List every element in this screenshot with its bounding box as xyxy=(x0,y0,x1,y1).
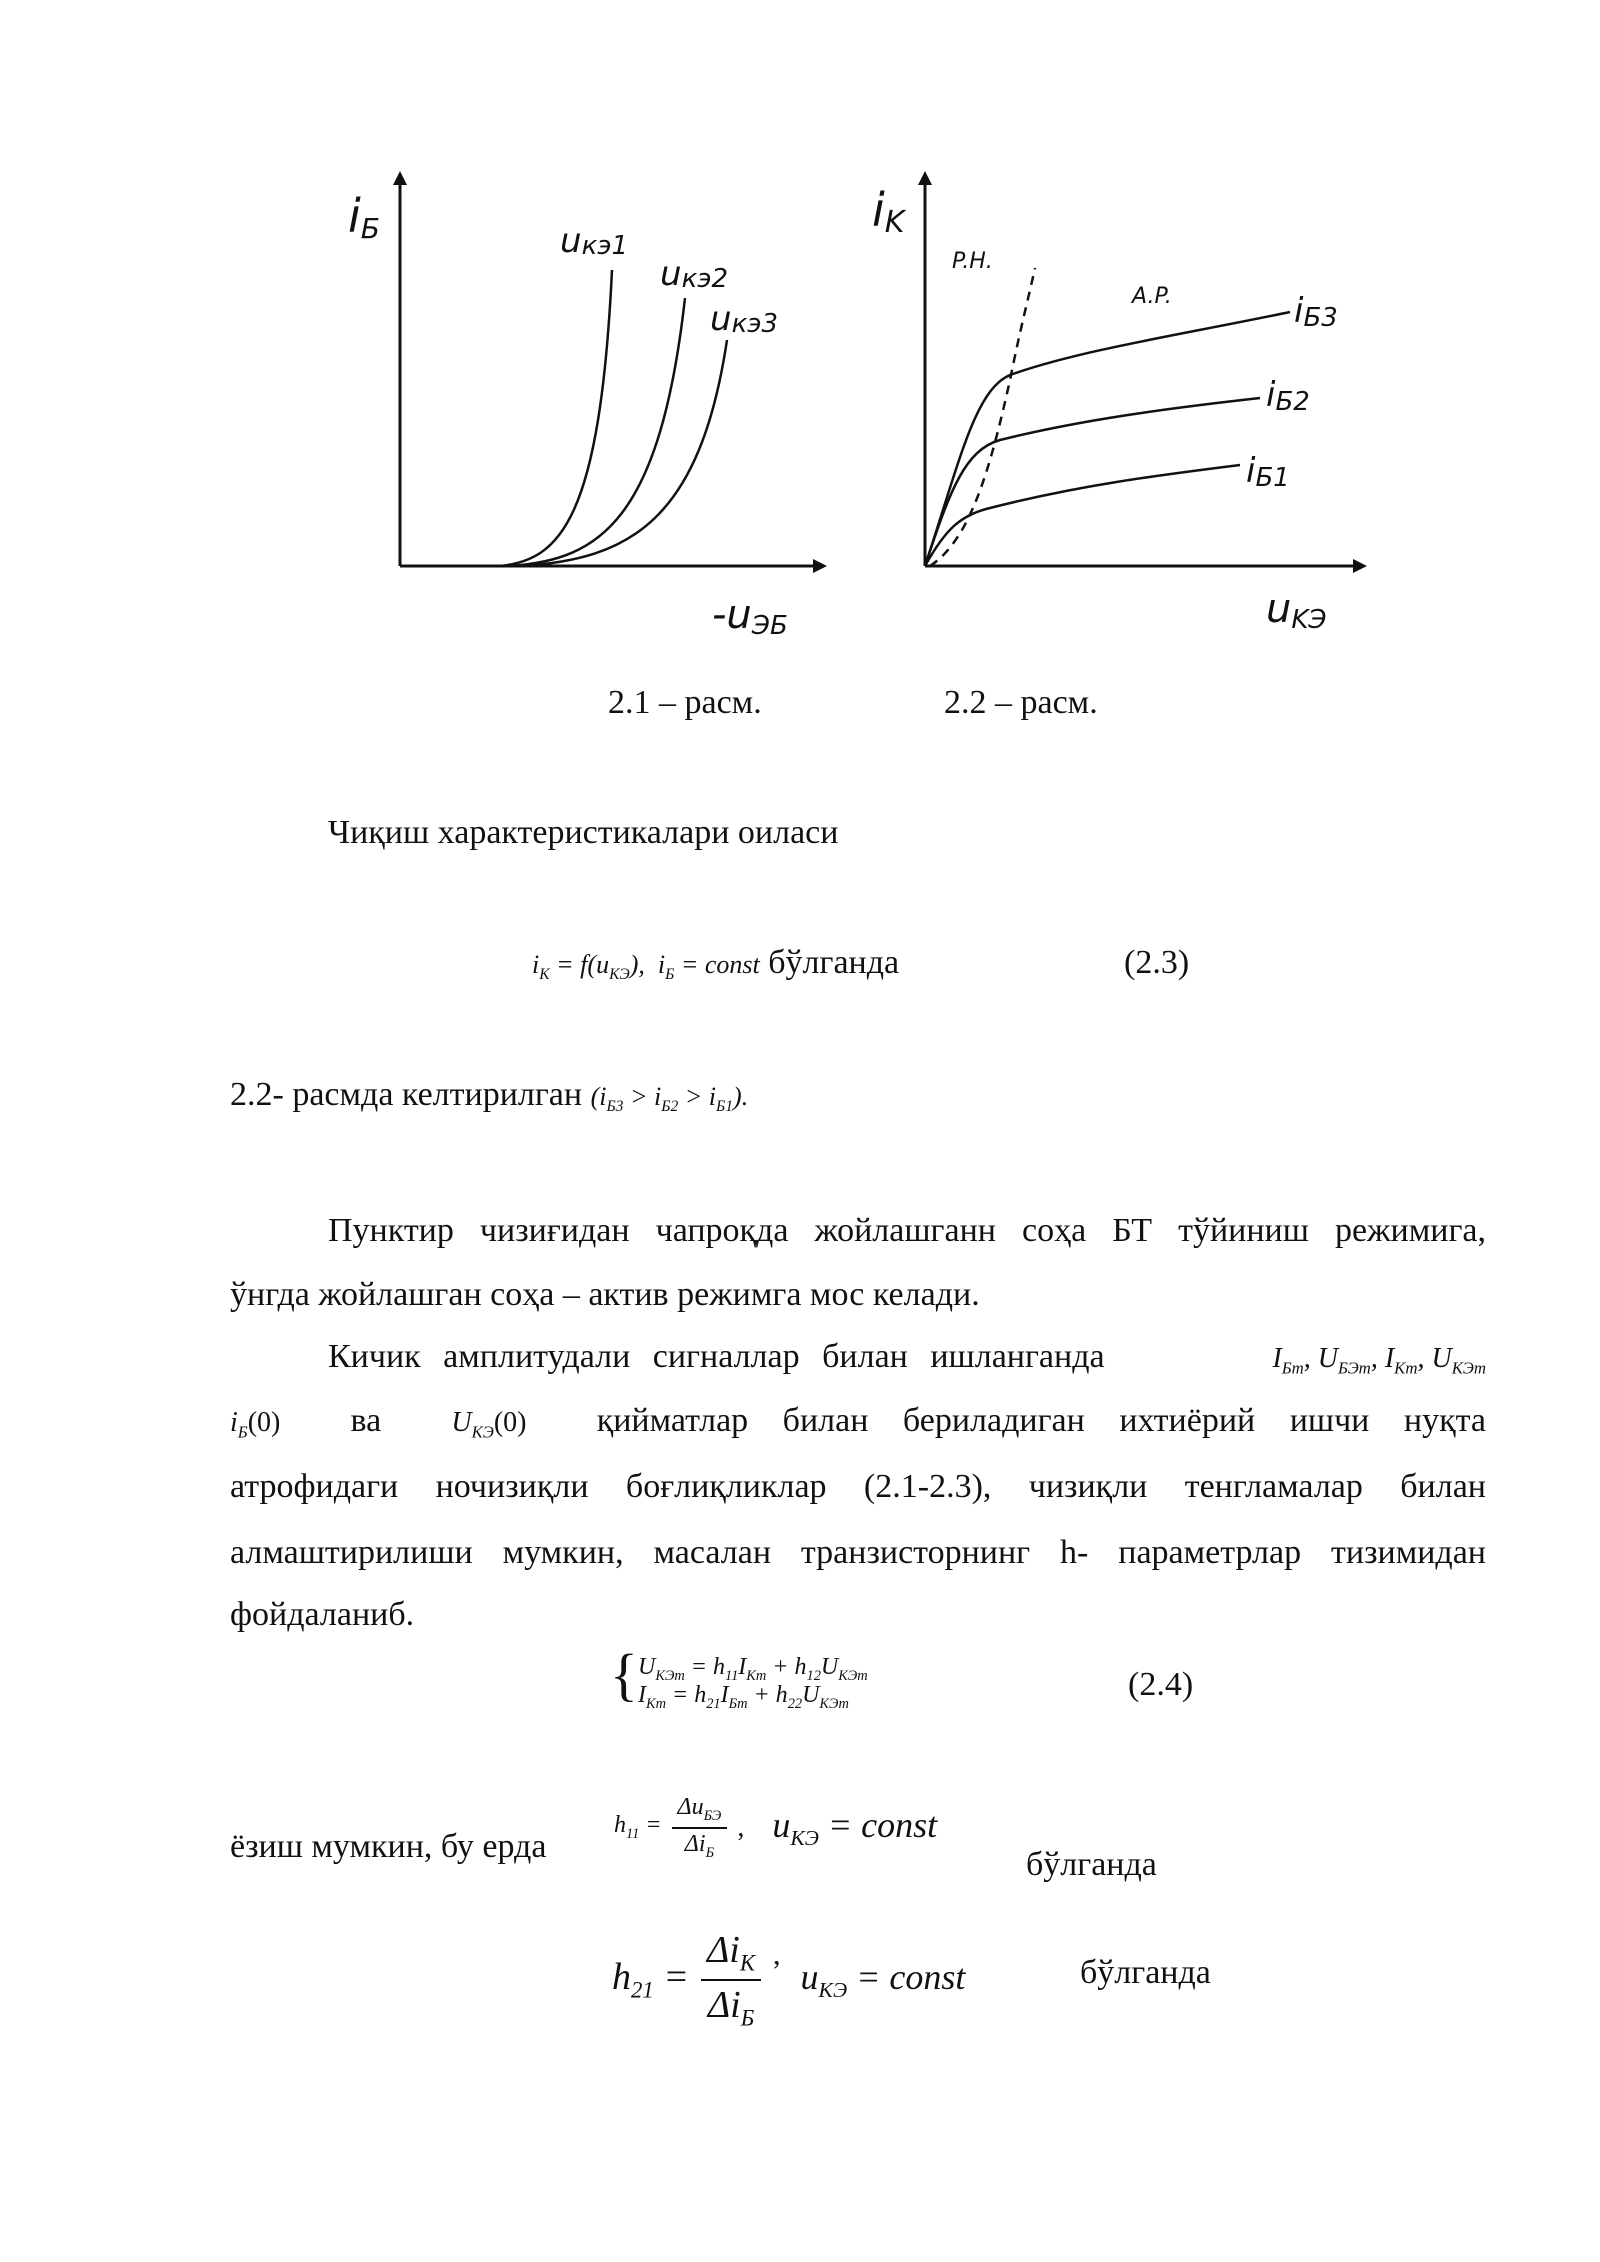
fig1-curve-3 xyxy=(520,340,727,566)
fig2-y-label: iK xyxy=(872,183,905,240)
fig2-region-rn: P.H. xyxy=(952,249,993,274)
fig2-curve-ib1 xyxy=(925,465,1240,566)
para2-amplitudes: $I_{Бm}$, $U_{БЭm}$, $I_{Km}$, $U_{KЭm}$ xyxy=(1272,1343,1486,1378)
h11-formula: $h_{11}$ = $\frac{\Delta u_{БЭ}}{\Delta i_Б}$ , $u_{KЭ}$ = const xyxy=(614,1794,938,1861)
caption-fig-2-2: 2.2 – расм. xyxy=(944,684,1098,721)
eq24-brace: { xyxy=(610,1642,638,1707)
heading-output-characteristics: Чиқиш характеристикалари оиласи xyxy=(328,814,839,851)
equation-2-3-number: (2.3) xyxy=(1124,944,1190,981)
fig2-curve-label-ib1: iБ1 xyxy=(1246,451,1290,493)
para2-line3: атрофидаги ночизиқли боғлиқликлар (2.1-2.3), чизиқли тенгламалар билан xyxy=(230,1468,1486,1505)
equation-2-4-number: (2.4) xyxy=(1128,1666,1194,1703)
fig1-y-label: iБ xyxy=(348,189,380,245)
eq24-row1: $U_{KЭm} = h_{11}I_{Km} + h_{12}U_{KЭm}$ xyxy=(638,1654,868,1684)
fig2-saturation-boundary xyxy=(930,268,1035,566)
h11-word: бўлганда xyxy=(1026,1846,1157,1883)
figure-2-2 xyxy=(872,178,1360,635)
fig2-curve-ib3 xyxy=(925,312,1290,566)
para2-line4: алмаштирилиши мумкин, масалан транзисторнинг h- параметрлар тизимидан xyxy=(230,1534,1486,1571)
fig1-curve-label-2: uкэ2 xyxy=(660,254,729,294)
figure-2-1 xyxy=(348,178,820,641)
equation-2-3 xyxy=(532,946,899,983)
equation-2-4 xyxy=(610,1642,1030,1714)
fig1-x-label: -uЭБ xyxy=(712,592,788,641)
eq23-word: бўлганда xyxy=(768,944,900,981)
h21-word: бўлганда xyxy=(1080,1954,1211,1991)
fig2-region-ar: A.P. xyxy=(1132,284,1172,309)
fig2-curve-label-ib3: iБ3 xyxy=(1294,291,1338,333)
fig2-x-label: uKЭ xyxy=(1266,586,1327,635)
para1-line2: ўнгда жойлашган соҳа – актив режимга мос келади. xyxy=(230,1276,980,1313)
write-line: ёзиш мумкин, бу ерда xyxy=(230,1828,547,1865)
eq23-formula: $i_K = f(u_{KЭ})$, $i_Б$ = const xyxy=(532,950,760,984)
fig1-curve-label-3: uкэ3 xyxy=(710,299,779,339)
fig1-curve-1 xyxy=(500,270,612,566)
figures-svg xyxy=(0,0,1600,700)
para1-line1: Пунктир чизиғидан чапроқда жойлашганн соҳа БТ тўйиниш режимига, xyxy=(328,1212,1486,1249)
para2-line5: фойдаланиб. xyxy=(230,1596,415,1633)
fig2-curve-ib2 xyxy=(925,398,1260,566)
caption-fig-2-1: 2.1 – расм. xyxy=(608,684,762,721)
h21-formula: $h_{21}$ = $\frac{\Delta i_K}{\Delta i_Б}$ , $u_{KЭ}$ = const xyxy=(612,1929,966,2031)
fig22-reference-line: 2.2- расмда келтирилган $(i_{Б3} > i_{Б2} > i_{Б1})$. xyxy=(230,1076,749,1116)
ib-inequality: $(i_{Б3} > i_{Б2} > i_{Б1})$. xyxy=(590,1082,749,1116)
fig2-curve-label-ib2: iБ2 xyxy=(1266,375,1310,417)
fig1-curve-label-1: uкэ1 xyxy=(560,221,629,261)
para2-line1: Кичик амплитудали сигналлар билан ишланганда $I_{Бm}$, $U_{БЭm}$, $I_{Km}$, $U_{KЭm}$ xyxy=(328,1338,1486,1378)
eq24-row2: $I_{Km} = h_{21}I_{Бm} + h_{22}U_{KЭm}$ xyxy=(638,1682,849,1712)
fig1-curve-2 xyxy=(510,298,685,566)
para2-line2: $i_Б(0)$ ва $U_{KЭ}(0)$ қийматлар билан бериладиган ихтиёрий ишчи нуқта xyxy=(230,1402,1486,1442)
